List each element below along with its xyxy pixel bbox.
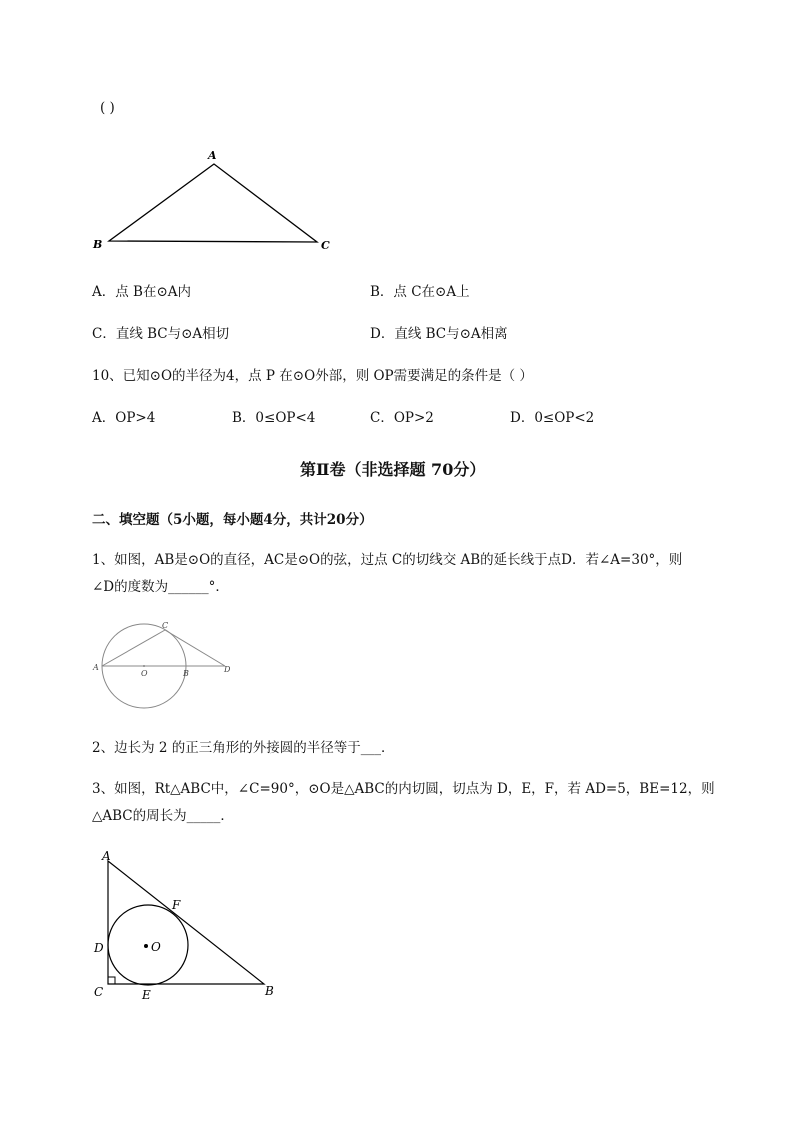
label-d: D xyxy=(224,665,231,674)
label-o: O xyxy=(141,669,148,678)
incircle-o xyxy=(108,905,188,985)
fill1-line2: ∠D的度数为______°． xyxy=(92,579,229,595)
label-c: C xyxy=(321,239,330,252)
incircle-triangle-figure xyxy=(88,846,288,1006)
fill3-line1: 3、如图，Rt△ABC中，∠C=90°，⊙O是△ABC的内切圆，切点为 D，E，F，若 AD=5，BE=12，则 xyxy=(92,781,715,797)
label-a: A xyxy=(208,149,217,162)
center-dot xyxy=(144,944,148,948)
center-dot xyxy=(143,665,145,667)
q10-option-c: C．OP>2 xyxy=(370,410,434,426)
q10-option-a: A．OP>4 xyxy=(92,410,156,426)
q10-stem: 10、已知⊙O的半径为4，点 P 在⊙O外部，则 OP需要满足的条件是（ ） xyxy=(92,368,533,384)
answer-bracket: ( ) xyxy=(100,100,115,116)
label-o: O xyxy=(151,940,161,954)
label-c: C xyxy=(162,621,169,630)
section2-title: 二、填空题（5小题，每小题4分，共计20分） xyxy=(92,512,373,528)
chord-ac xyxy=(102,630,165,666)
label-a: A xyxy=(102,849,111,863)
q9-option-a: A．点 B在⊙A内 xyxy=(92,284,192,300)
right-angle-mark xyxy=(108,977,115,984)
label-b: B xyxy=(265,984,274,998)
label-a: A xyxy=(93,663,99,672)
tangent-cd xyxy=(165,630,225,666)
fill2-line1: 2、边长为 2 的正三角形的外接圆的半径等于___． xyxy=(92,740,395,756)
triangle-abc xyxy=(109,164,317,242)
label-c: C xyxy=(94,985,104,999)
triangle-abc xyxy=(108,861,264,984)
label-e: E xyxy=(142,988,151,1002)
fill3-line2: △ABC的周长为_____． xyxy=(92,808,234,824)
label-f: F xyxy=(172,898,181,912)
q10-option-d: D．0≤OP<2 xyxy=(510,410,595,426)
label-d: D xyxy=(94,941,104,955)
q9-option-d: D．直线 BC与⊙A相离 xyxy=(370,326,508,342)
q10-option-b: B．0≤OP<4 xyxy=(232,410,316,426)
fill1-line1: 1、如图，AB是⊙O的直径，AC是⊙O的弦，过点 C的切线交 AB的延长线于点D．若∠A=30°，则 xyxy=(92,552,683,568)
label-b: B xyxy=(93,238,103,251)
circle-tangent-figure xyxy=(90,618,240,710)
label-b: B xyxy=(183,669,189,678)
triangle-abc-figure xyxy=(88,140,338,260)
q9-option-c: C．直线 BC与⊙A相切 xyxy=(92,326,230,342)
q9-option-b: B．点 C在⊙A上 xyxy=(370,284,470,300)
part2-title: 第Ⅱ卷（非选择题 70分） xyxy=(300,460,486,479)
